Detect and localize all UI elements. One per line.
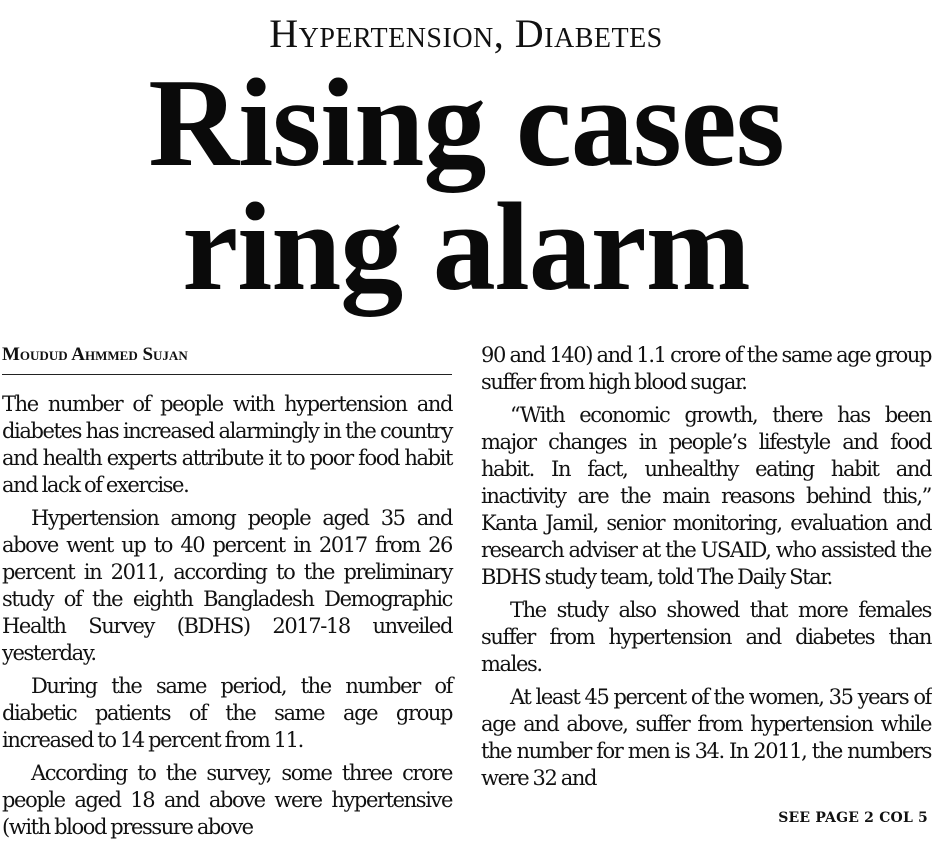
paragraph: At least 45 percent of the women, 35 years of age and above, suffer from hypertension while the number for men is 34. In 2011, the numbers were 32 and [481,685,931,790]
article-column-left [2,391,452,847]
paragraph: The study also showed that more females suffer from hypertension and diabetes than males. [481,598,931,676]
headline-line-2: ring alarm [182,178,750,317]
paragraph: According to the survey, some three crore people aged 18 and above were hypertensive (with blood pressure above [2,761,452,839]
byline-divider [2,374,452,375]
headline-line-1: Rising cases [148,54,784,193]
continuation-jump-line: SEE PAGE 2 COL 5 [778,810,928,826]
paragraph: The number of people with hypertension and diabetes has increased alarmingly in the country and health experts attribute it to poor food habit and lack of exercise. [2,392,452,497]
paragraph: “With economic growth, there has been major changes in people’s lifestyle and food habit. In fact, unhealthy eating habit and inactivity are the main reasons behind this,” Kanta Jamil, senior monitoring, evaluation and research adviser at the USAID, who assisted the BDHS study team, told The Daily Star. [481,403,931,589]
kicker-heading: Hypertension, Diabetes [269,11,663,56]
article-column-right [481,342,931,798]
headline [0,54,932,317]
paragraph: Hypertension among people aged 35 and above went up to 40 percent in 2017 from 26 percent in 2011, according to the preliminary study of the eighth Bangladesh Demographic Health Survey (BDHS) 2017-18 unveiled yesterday. [2,506,452,665]
paragraph: 90 and 140) and 1.1 crore of the same age group suffer from high blood sugar. [481,343,931,394]
paragraph: During the same period, the number of diabetic patients of the same age group increased to 14 percent from 11. [2,674,452,752]
byline: Moudud Ahmmed Sujan [2,344,188,365]
